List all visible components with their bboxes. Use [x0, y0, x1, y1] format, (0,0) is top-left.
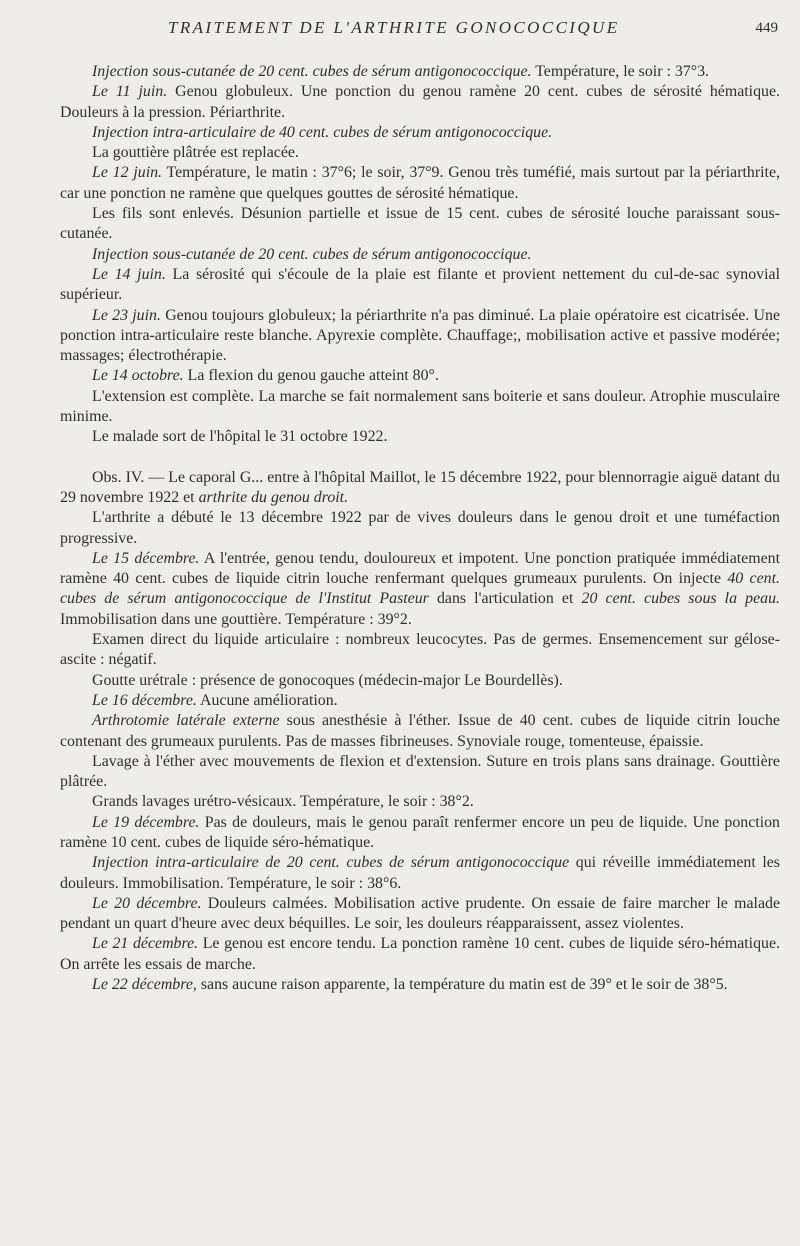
paragraph	[60, 204, 780, 245]
italic-run: Le 14 juin.	[92, 265, 166, 283]
text-run: qui réveille immédiatement les douleurs. Immobilisation. Température, le soir : 38°6.	[60, 854, 780, 892]
italic-run: Le 14 octobre.	[92, 367, 184, 385]
paragraph	[60, 691, 780, 711]
running-title: TRAITEMENT DE L'ARTHRITE GONOCOCCIQUE	[168, 18, 620, 37]
paragraph	[60, 306, 780, 367]
paragraph	[60, 245, 780, 265]
text-run: Aucune amélioration.	[196, 691, 338, 709]
italic-run: Le 23 juin.	[92, 306, 161, 324]
paragraph	[60, 508, 780, 549]
text-run: Le malade sort de l'hôpital le 31 octobre 1922.	[92, 428, 388, 446]
paragraph	[60, 630, 780, 671]
text-run: Température, le soir : 37°3.	[531, 63, 710, 80]
italic-run: Injection sous-cutanée de 20 cent. cubes de sérum antigonococcique.	[92, 63, 532, 80]
text-run: Les fils sont enlevés. Désunion partielle et issue de 15 cent. cubes de sérosité louche paraissant sous-cutanée.	[60, 205, 780, 243]
italic-run: Le 12 juin.	[92, 164, 163, 182]
text-run: Pas de douleurs, mais le genou paraît renfermer encore un peu de liquide. Une ponction ramène 10 cent. cubes de liquide séro-hématique.	[60, 813, 781, 851]
paragraph	[60, 934, 780, 975]
text-run: Examen direct du liquide articulaire : nombreux leucocytes. Pas de germes. Ensemencement sur gélose-ascite : négatif.	[60, 631, 780, 669]
paragraph	[60, 427, 780, 447]
text-run: Goutte urétrale : présence de gonocoques (médecin-major Le Bourdellès).	[92, 671, 563, 689]
italic-run: Injection intra-articulaire de 40 cent. cubes de sérum antigonococcique.	[92, 123, 553, 141]
text-run: Douleurs calmées. Mobilisation active prudente. On essaie de faire marcher le malade pendant un quart d'heure avec deux béquilles. Le soir, les douleurs réapparaissent, assez violentes.	[60, 894, 781, 933]
text-run: Immobilisation dans une gouttière. Température : 39°2.	[60, 610, 412, 628]
paragraph	[60, 468, 780, 509]
paragraph	[60, 123, 780, 143]
text-run: A l'entrée, genou tendu, douloureux et impotent. Une ponction pratiquée immédiatement ramène 40 cent. cubes de liquide citrin louche renfermant quelques grumeaux purulents. On injecte	[60, 549, 780, 588]
italic-run: Le 22 décembre,	[92, 976, 197, 994]
text-run: Grands lavages urétro-vésicaux. Température, le soir : 38°2.	[92, 793, 474, 811]
italic-run: Injection sous-cutanée de 20 cent. cubes de sérum antigonococcique.	[92, 245, 532, 263]
paragraph	[60, 366, 780, 386]
paragraph	[60, 82, 780, 123]
italic-run: Le 19 décembre.	[92, 813, 200, 831]
text-run: dans l'articulation et	[428, 590, 582, 608]
text-run: La gouttière plâtrée est replacée.	[92, 144, 299, 162]
text-run: La sérosité qui s'écoule de la plaie est filante et provient nettement du cul-de-sac synovial supérieur.	[60, 265, 780, 304]
italic-run: Le 16 décembre.	[92, 691, 197, 709]
paragraph	[60, 143, 780, 163]
text-run: Température, le matin : 37°6; le soir, 37°9. Genou très tuméfié, mais surtout par la périarthrite, car une ponction ne ramène que quelques gouttes de sérosité hématique.	[60, 164, 780, 202]
paragraph	[60, 853, 780, 894]
italic-run: 20 cent. cubes sous la peau.	[581, 590, 780, 608]
paragraph	[60, 752, 780, 793]
italic-run: Arthrotomie latérale externe	[92, 712, 280, 730]
italic-run: Injection intra-articulaire de 20 cent. cubes de sérum antigonococcique	[92, 854, 570, 872]
paragraph	[60, 894, 780, 935]
text-run: Lavage à l'éther avec mouvements de flexion et d'extension. Suture en trois plans sans drainage. Gouttière plâtrée.	[60, 752, 780, 791]
text-run: L'extension est complète. La marche se fait normalement sans boiterie et sans douleur. Atrophie musculaire minime.	[60, 387, 780, 426]
italic-run: arthrite du genou droit.	[198, 488, 349, 506]
paragraph-gap	[60, 448, 780, 468]
text-run: La flexion du genou gauche atteint 80°.	[183, 367, 439, 385]
italic-run: Le 21 décembre.	[92, 935, 199, 953]
italic-run: Le 15 décembre.	[92, 549, 200, 567]
italic-run: Le 20 décembre.	[92, 894, 202, 912]
text-run: sans aucune raison apparente, la température du matin est de 39° et le soir de 38°5.	[196, 976, 728, 994]
paragraph	[60, 671, 780, 691]
paragraph	[60, 792, 780, 812]
page-number: 449	[755, 20, 778, 36]
paragraph	[60, 265, 780, 306]
paragraph	[60, 387, 780, 428]
paragraph	[60, 163, 780, 204]
text-run: Obs. IV. — Le caporal G... entre à l'hôpital Maillot, le 15 décembre 1922, pour blennorragie aiguë datant du 29 novembre 1922 et	[60, 468, 780, 506]
italic-run: Le 11 juin.	[92, 83, 168, 101]
italic-run: 40 cent. cubes de sérum antigonococcique de l'Institut Pasteur	[60, 570, 780, 608]
text-run: Genou globuleux. Une ponction du genou ramène 20 cent. cubes de sérosité hématique. Douleurs à la pression. Périarthrite.	[60, 83, 780, 121]
text-run: Genou toujours globuleux; la périarthrite n'a pas diminué. La plaie opératoire est cicatrisée. Une ponction intra-articulaire reste blanche. Apyrexie complète. Chauffage;, mobilisation active et passive modérée; massages; électrothérapie.	[60, 306, 780, 365]
text-run: Le genou est encore tendu. La ponction ramène 10 cent. cubes de liquide séro-hématique. On arrête les essais de marche.	[60, 935, 780, 973]
paragraph	[60, 813, 780, 854]
text-run: sous anesthésie à l'éther. Issue de 40 cent. cubes de liquide citrin louche contenant des grumeaux purulents. Pas de masses fibrineuses. Synoviale rouge, tomenteuse, épaissie.	[60, 712, 780, 750]
text-run: L'arthrite a débuté le 13 décembre 1922 par de vives douleurs dans le genou droit et une tuméfaction progressive.	[60, 509, 780, 547]
paragraph	[60, 975, 780, 995]
paragraph	[60, 711, 780, 752]
paragraph	[60, 62, 780, 82]
page-header	[60, 18, 780, 44]
paragraph	[60, 549, 780, 630]
body-text	[60, 62, 780, 995]
